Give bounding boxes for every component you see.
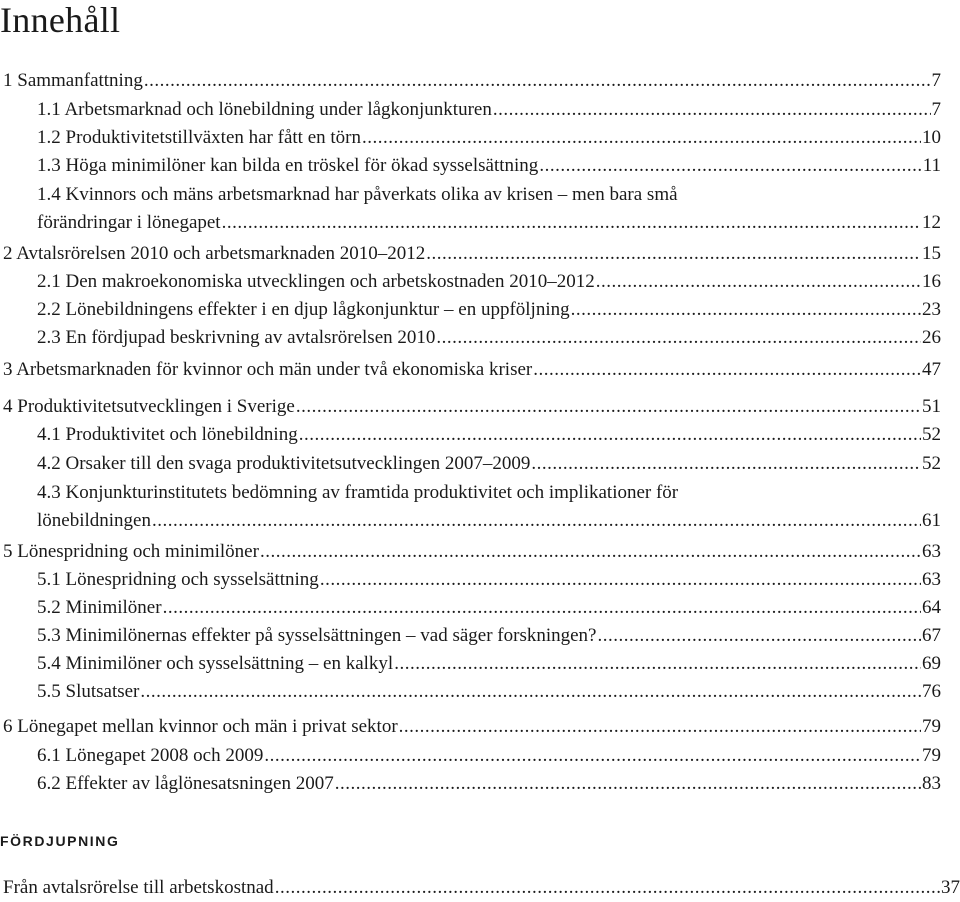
toc-leader-dots (299, 421, 921, 449)
toc-entry-label: 5.3 Minimilönernas effekter på sysselsättningen – vad säger forskningen? (37, 625, 597, 646)
fordjupning-entry[interactable] (3, 874, 960, 902)
toc-entry[interactable] (3, 356, 941, 384)
toc-entry[interactable] (37, 96, 941, 124)
toc-entry-page: 79 (922, 745, 941, 766)
toc-leader-dots (264, 742, 921, 770)
toc-entry[interactable] (37, 209, 941, 237)
toc-entry[interactable] (3, 538, 941, 566)
toc-entry-label: 5.1 Lönespridning och sysselsättning (37, 569, 319, 590)
toc-entry-page: 37 (941, 877, 960, 898)
toc-leader-dots (320, 566, 921, 594)
toc-entry[interactable] (37, 268, 941, 296)
toc-entry-page: 52 (922, 453, 941, 474)
page-title: Innehåll (0, 0, 121, 40)
toc-entry-label: 5.5 Slutsatser (37, 681, 140, 702)
toc-entry[interactable] (37, 450, 941, 478)
toc-entry-page: 10 (922, 127, 941, 148)
toc-leader-dots (394, 650, 921, 678)
toc-entry[interactable] (3, 67, 941, 95)
fordjupning-heading: FÖRDJUPNING (0, 833, 120, 849)
toc-entry[interactable] (37, 124, 941, 152)
toc-entry-page: 16 (922, 271, 941, 292)
toc-entry-label: 6.2 Effekter av låglönesatsningen 2007 (37, 773, 334, 794)
toc-entry-page: 76 (922, 681, 941, 702)
toc-entry-label-continued: lönebildningen (37, 510, 151, 531)
toc-entry-page: 15 (922, 243, 941, 264)
toc-entry[interactable] (37, 152, 941, 180)
toc-leader-dots (426, 240, 921, 268)
toc-leader-dots (531, 450, 921, 478)
toc-leader-dots (399, 713, 921, 741)
toc-entry-label: Från avtalsrörelse till arbetskostnad (3, 877, 274, 898)
toc-leader-dots (436, 324, 921, 352)
toc-leader-dots (533, 356, 921, 384)
toc-entry-label: 1 Sammanfattning (3, 70, 143, 91)
toc-leader-dots (260, 538, 921, 566)
toc-leader-dots (539, 152, 921, 180)
toc-entry-label: 1.3 Höga minimilöner kan bilda en tröskel för ökad sysselsättning (37, 155, 539, 176)
toc-entry[interactable] (37, 324, 941, 352)
toc-entry-page: 51 (922, 396, 941, 417)
toc-leader-dots (596, 268, 921, 296)
toc-entry-label[interactable]: 1.4 Kvinnors och mäns arbetsmarknad har påverkats olika av krisen – men bara små (37, 184, 678, 205)
toc-entry-page: 67 (922, 625, 941, 646)
toc-entry-page: 79 (922, 716, 941, 737)
toc-entry[interactable] (37, 421, 941, 449)
toc-entry-label: 4.1 Produktivitet och lönebildning (37, 424, 298, 445)
toc-entry[interactable] (37, 296, 941, 324)
toc-entry[interactable] (37, 742, 941, 770)
toc-entry[interactable] (37, 622, 941, 650)
toc-entry[interactable] (3, 240, 941, 268)
toc-entry-label: 2.2 Lönebildningens effekter i en djup lågkonjunktur – en uppföljning (37, 299, 570, 320)
toc-leader-dots (335, 770, 921, 798)
toc-entry-page: 12 (922, 212, 941, 233)
toc-entry[interactable] (3, 713, 941, 741)
toc-entry-label: 3 Arbetsmarknaden för kvinnor och män under två ekonomiska kriser (3, 359, 533, 380)
toc-entry-page: 7 (931, 70, 941, 91)
toc-entry[interactable] (37, 770, 941, 798)
toc-entry-page: 26 (922, 327, 941, 348)
toc-entry[interactable] (37, 507, 941, 535)
toc-entry-label: 1.2 Produktivitetstillväxten har fått en törn (37, 127, 361, 148)
toc-entry-page: 11 (922, 155, 941, 176)
toc-entry-label: 2 Avtalsrörelsen 2010 och arbetsmarknaden 2010–2012 (3, 243, 426, 264)
toc-entry-page: 23 (922, 299, 941, 320)
toc-entry-label: 4 Produktivitetsutvecklingen i Sverige (3, 396, 295, 417)
toc-entry-page: 63 (922, 541, 941, 562)
toc-leader-dots (144, 67, 931, 95)
toc-entry-label: 4.2 Orsaker till den svaga produktivitetsutvecklingen 2007–2009 (37, 453, 531, 474)
toc-entry-page: 69 (922, 653, 941, 674)
toc-leader-dots (275, 874, 940, 902)
toc-entry-label[interactable]: 4.3 Konjunkturinstitutets bedömning av framtida produktivitet och implikationer för (37, 482, 679, 503)
toc-entry-label: 5.4 Minimilöner och sysselsättning – en kalkyl (37, 653, 394, 674)
toc-entry[interactable] (37, 650, 941, 678)
toc-entry[interactable] (37, 566, 941, 594)
toc-leader-dots (597, 622, 921, 650)
toc-entry-label: 6 Lönegapet mellan kvinnor och män i privat sektor (3, 716, 398, 737)
toc-entry[interactable] (37, 594, 941, 622)
toc-entry-label: 5.2 Minimilöner (37, 597, 162, 618)
toc-entry-label: 6.1 Lönegapet 2008 och 2009 (37, 745, 264, 766)
toc-entry-label: 2.3 En fördjupad beskrivning av avtalsrörelsen 2010 (37, 327, 436, 348)
toc-entry-label: 5 Lönespridning och minimilöner (3, 541, 259, 562)
toc-entry-page: 83 (922, 773, 941, 794)
toc-entry-page: 64 (922, 597, 941, 618)
toc-entry-label-continued: förändringar i lönegapet (37, 212, 221, 233)
toc-leader-dots (362, 124, 921, 152)
toc-leader-dots (140, 678, 921, 706)
toc-leader-dots (163, 594, 921, 622)
toc-entry-page: 47 (922, 359, 941, 380)
toc-entry-page: 63 (922, 569, 941, 590)
toc-leader-dots (222, 209, 921, 237)
toc-entry[interactable] (3, 393, 941, 421)
toc-entry-page: 52 (922, 424, 941, 445)
toc-entry[interactable] (37, 678, 941, 706)
toc-leader-dots (571, 296, 921, 324)
toc-entry-page: 7 (931, 99, 941, 120)
toc-entry-label: 1.1 Arbetsmarknad och lönebildning under lågkonjunkturen (37, 99, 492, 120)
toc-leader-dots (493, 96, 931, 124)
toc-leader-dots (296, 393, 921, 421)
toc-leader-dots (152, 507, 921, 535)
toc-entry-label: 2.1 Den makroekonomiska utvecklingen och arbetskostnaden 2010–2012 (37, 271, 595, 292)
toc-entry-page: 61 (922, 510, 941, 531)
